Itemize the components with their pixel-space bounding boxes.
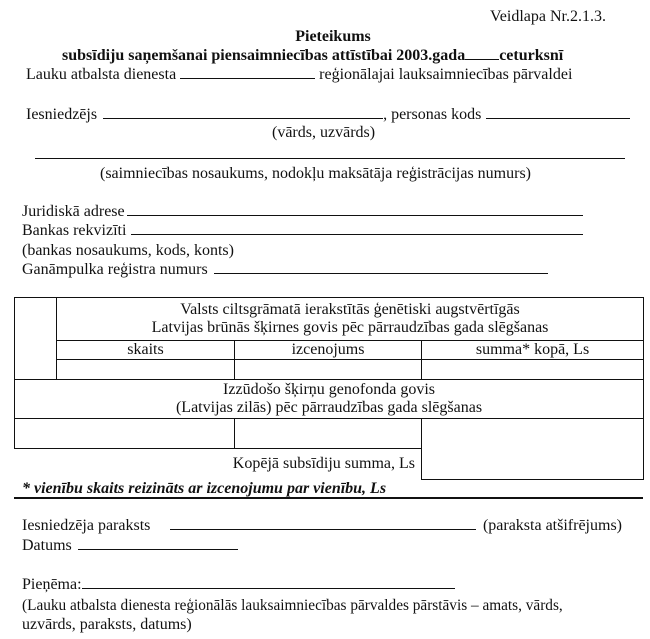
row-marker-cell [15, 298, 57, 380]
subtitle-text: subsīdiju saņemšanai piensaimniecības attīstībai 2003.gada [62, 47, 466, 64]
section1-price-cell [235, 360, 422, 380]
received-hint-line1: (Lauku atbalsta dienesta reģionālās lauksaimniecības pārvaldes pārstāvis – amats, vārds, [22, 597, 563, 614]
section2-line2: (Latvijas zilās) pēc pārraudzības gada slēgšanas [175, 399, 483, 416]
applicant-label: Iesniedzējs [26, 106, 98, 123]
farm-name-blank [35, 158, 625, 159]
bank-blank [131, 222, 583, 235]
signature-blank [170, 517, 476, 530]
form-subtitle [62, 47, 563, 65]
section2-sum-cell [422, 419, 644, 480]
office-prefix: Lauku atbalsta dienesta [26, 66, 177, 83]
section2-header [15, 380, 644, 419]
address-line [22, 203, 583, 221]
footnote: * vienību skaits reizināts ar izcenojumu par vienību, Ls [22, 480, 387, 497]
section2-price-cell [235, 419, 422, 449]
col-header-count: skaits [57, 341, 235, 360]
quarter-blank [465, 47, 499, 60]
section2-line1: Izzūdošo šķirņu genofonda govis [223, 381, 435, 398]
bank-label: Bankas rekvizīti [22, 222, 127, 239]
col-header-price: izcenojums [235, 341, 422, 360]
herd-line [22, 261, 548, 279]
col-header-sum: summa* kopā, Ls [422, 341, 644, 360]
bank-hint: (bankas nosaukums, kods, konts) [22, 242, 234, 259]
herd-label: Ganāmpulka reģistra numurs [22, 261, 208, 278]
signature-line [22, 517, 622, 535]
address-label: Juridiskā adrese [22, 203, 125, 220]
personal-code-label: , personas kods [383, 106, 482, 123]
total-label: Kopējā subsīdiju summa, Ls [15, 449, 422, 480]
section1-line1: Valsts ciltsgrāmatā ierakstītās ģenētiski augstvērtīgās [180, 301, 520, 318]
personal-code-blank [486, 106, 630, 119]
office-line [26, 66, 572, 84]
section1-sum-cell [422, 360, 644, 380]
subtitle-suffix: ceturksnī [499, 47, 564, 64]
bank-line [22, 222, 583, 240]
section1-count-cell [57, 360, 235, 380]
date-label: Datums [22, 537, 72, 554]
section2-count-cell [15, 419, 235, 449]
section1-line2: Latvijas brūnās šķirnes govis pēc pārraudzības gada slēgšanas [151, 319, 549, 336]
date-blank [78, 537, 238, 550]
address-blank [127, 203, 583, 216]
received-line [22, 576, 455, 594]
office-suffix: reģionālajai lauksaimniecības pārvaldei [319, 66, 573, 83]
applicant-name-hint: (vārds, uzvārds) [272, 124, 376, 141]
signature-label: Iesniedzēja paraksts [22, 517, 151, 534]
footnote-divider [14, 497, 643, 499]
applicant-line [26, 106, 630, 124]
farm-hint: (saimniecības nosaukums, nodokļu maksātāja reģistrācijas numurs) [100, 165, 532, 182]
herd-blank [214, 261, 548, 274]
date-line [22, 537, 238, 555]
subsidy-table [14, 297, 644, 480]
applicant-name-blank [103, 106, 383, 119]
received-blank [82, 576, 455, 589]
section1-header [57, 298, 644, 341]
form-title: Pieteikums [295, 28, 371, 45]
received-hint-line2: uzvārds, paraksts, datums) [22, 616, 192, 633]
office-blank [180, 66, 315, 79]
signature-hint: (paraksta atšifrējums) [482, 517, 622, 534]
form-number: Veidlapa Nr.2.1.3. [490, 8, 606, 25]
received-label: Pieņēma: [22, 576, 82, 593]
